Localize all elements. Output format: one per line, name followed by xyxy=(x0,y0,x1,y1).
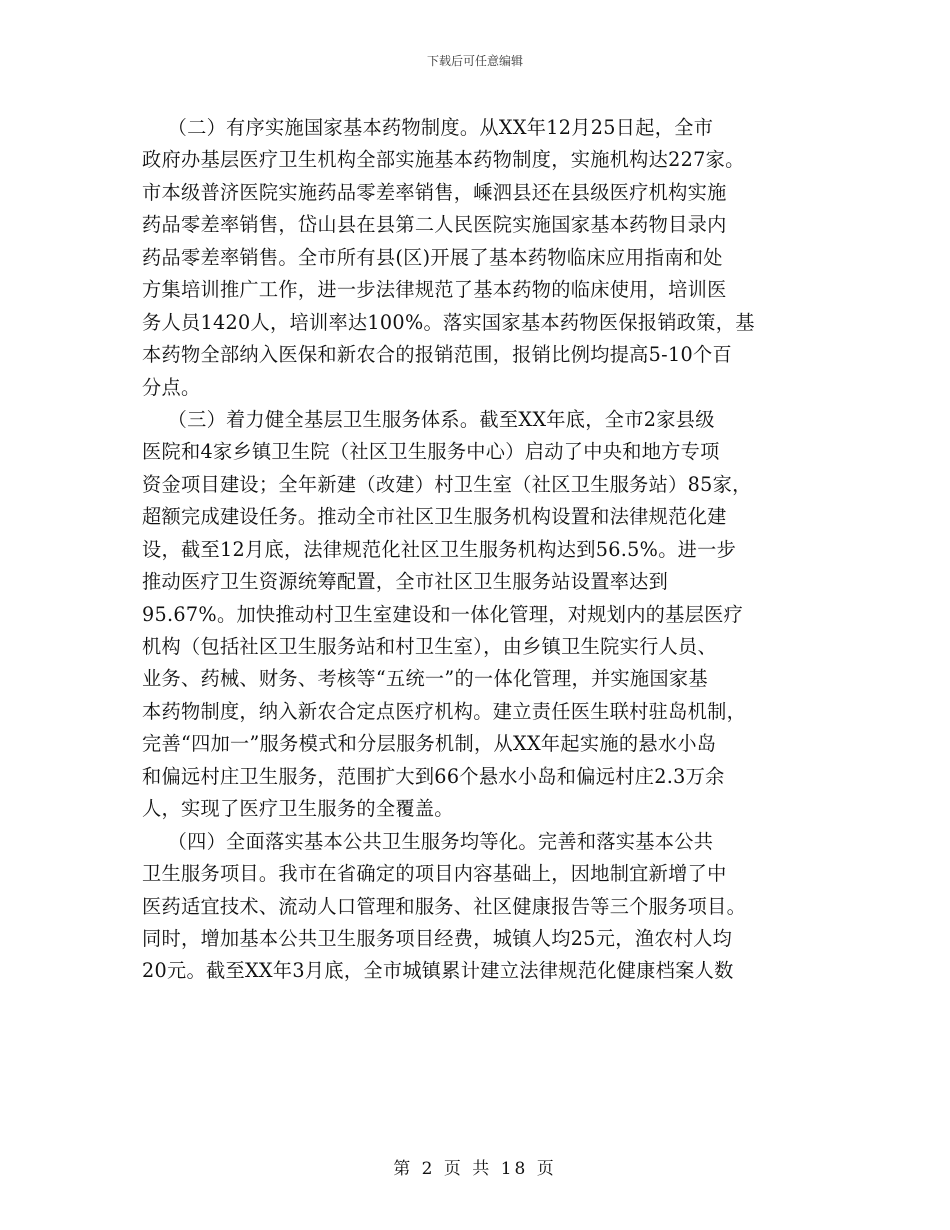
paragraph-line: （三）着力健全基层卫生服务体系。截至XX年底，全市2家县级 xyxy=(142,407,715,431)
paragraph-line: 医药适宜技术、流动人口管理和服务、社区健康报告等三个服务项目。 xyxy=(142,894,747,918)
paragraph-line: 医院和4家乡镇卫生院（社区卫生服务中心）启动了中央和地方专项 xyxy=(142,440,720,464)
paragraph-line: （四）全面落实基本公共卫生服务均等化。完善和落实基本公共 xyxy=(142,829,714,853)
paragraph-line: 和偏远村庄卫生服务，范围扩大到66个悬水小岛和偏远村庄2.3万余 xyxy=(142,764,725,788)
paragraph-line: 方集培训推广工作，进一步法律规范了基本药物的临床使用，培训医 xyxy=(142,278,727,302)
paragraph-line: 本药物全部纳入医保和新农合的报销范围，报销比例均提高5-10个百 xyxy=(142,343,732,367)
page-header: 下载后可任意编辑 xyxy=(426,54,523,68)
paragraph-line: 药品零差率销售，岱山县在县第二人民医院实施国家基本药物目录内 xyxy=(142,213,727,237)
paragraph-line: 20元。截至XX年3月底，全市城镇累计建立法律规范化健康档案人数 xyxy=(142,959,734,983)
paragraph-line: 务人员1420人，培训率达100%。落实国家基本药物医保报销政策，基 xyxy=(142,310,755,334)
paragraph-line: 95.67%。加快推动村卫生室建设和一体化管理，对规划内的基层医疗 xyxy=(142,602,744,626)
paragraph-line: 本药物制度，纳入新农合定点医疗机构。建立责任医生联村驻岛机制， xyxy=(142,699,747,723)
page-footer: 第 2 页 共 18 页 xyxy=(393,1159,557,1179)
paragraph-line: （二）有序实施国家基本药物制度。从XX年12月25日起，全市 xyxy=(142,116,714,139)
paragraph-line: 分点。 xyxy=(142,375,201,399)
paragraph-line: 超额完成建设任务。推动全市社区卫生服务机构设置和法律规范化建 xyxy=(142,505,727,529)
paragraph-line: 同时，增加基本公共卫生服务项目经费，城镇人均25元，渔农村人均 xyxy=(142,926,733,950)
paragraph-line: 完善“四加一”服务模式和分层服务机制，从XX年起实施的悬水小岛 xyxy=(142,732,717,756)
paragraph-line: 人，实现了医疗卫生服务的全覆盖。 xyxy=(142,797,454,821)
document-body xyxy=(142,112,807,988)
paragraph-line: 药品零差率销售。全市所有县(区)开展了基本药物临床应用指南和处 xyxy=(142,245,723,269)
paragraph-line: 卫生服务项目。我市在省确定的项目内容基础上，因地制宜新增了中 xyxy=(142,862,727,886)
paragraph-line: 业务、药械、财务、考核等“五统一”的一体化管理，并实施国家基 xyxy=(142,667,708,691)
paragraph-line: 设，截至12月底，法律规范化社区卫生服务机构达到56.5%。进一步 xyxy=(142,537,737,561)
paragraph-line: 市本级普济医院实施药品零差率销售，嵊泗县还在县级医疗机构实施 xyxy=(142,180,727,204)
paragraph-line: 资金项目建设；全年新建（改建）村卫生室（社区卫生服务站）85家， xyxy=(142,472,752,496)
paragraph-line: 政府办基层医疗卫生机构全部实施基本药物制度，实施机构达227家。 xyxy=(142,148,745,172)
paragraph-line: 推动医疗卫生资源统筹配置，全市社区卫生服务站设置率达到 xyxy=(142,570,669,594)
paragraph-line: 机构（包括社区卫生服务站和村卫生室），由乡镇卫生院实行人员、 xyxy=(142,635,718,658)
